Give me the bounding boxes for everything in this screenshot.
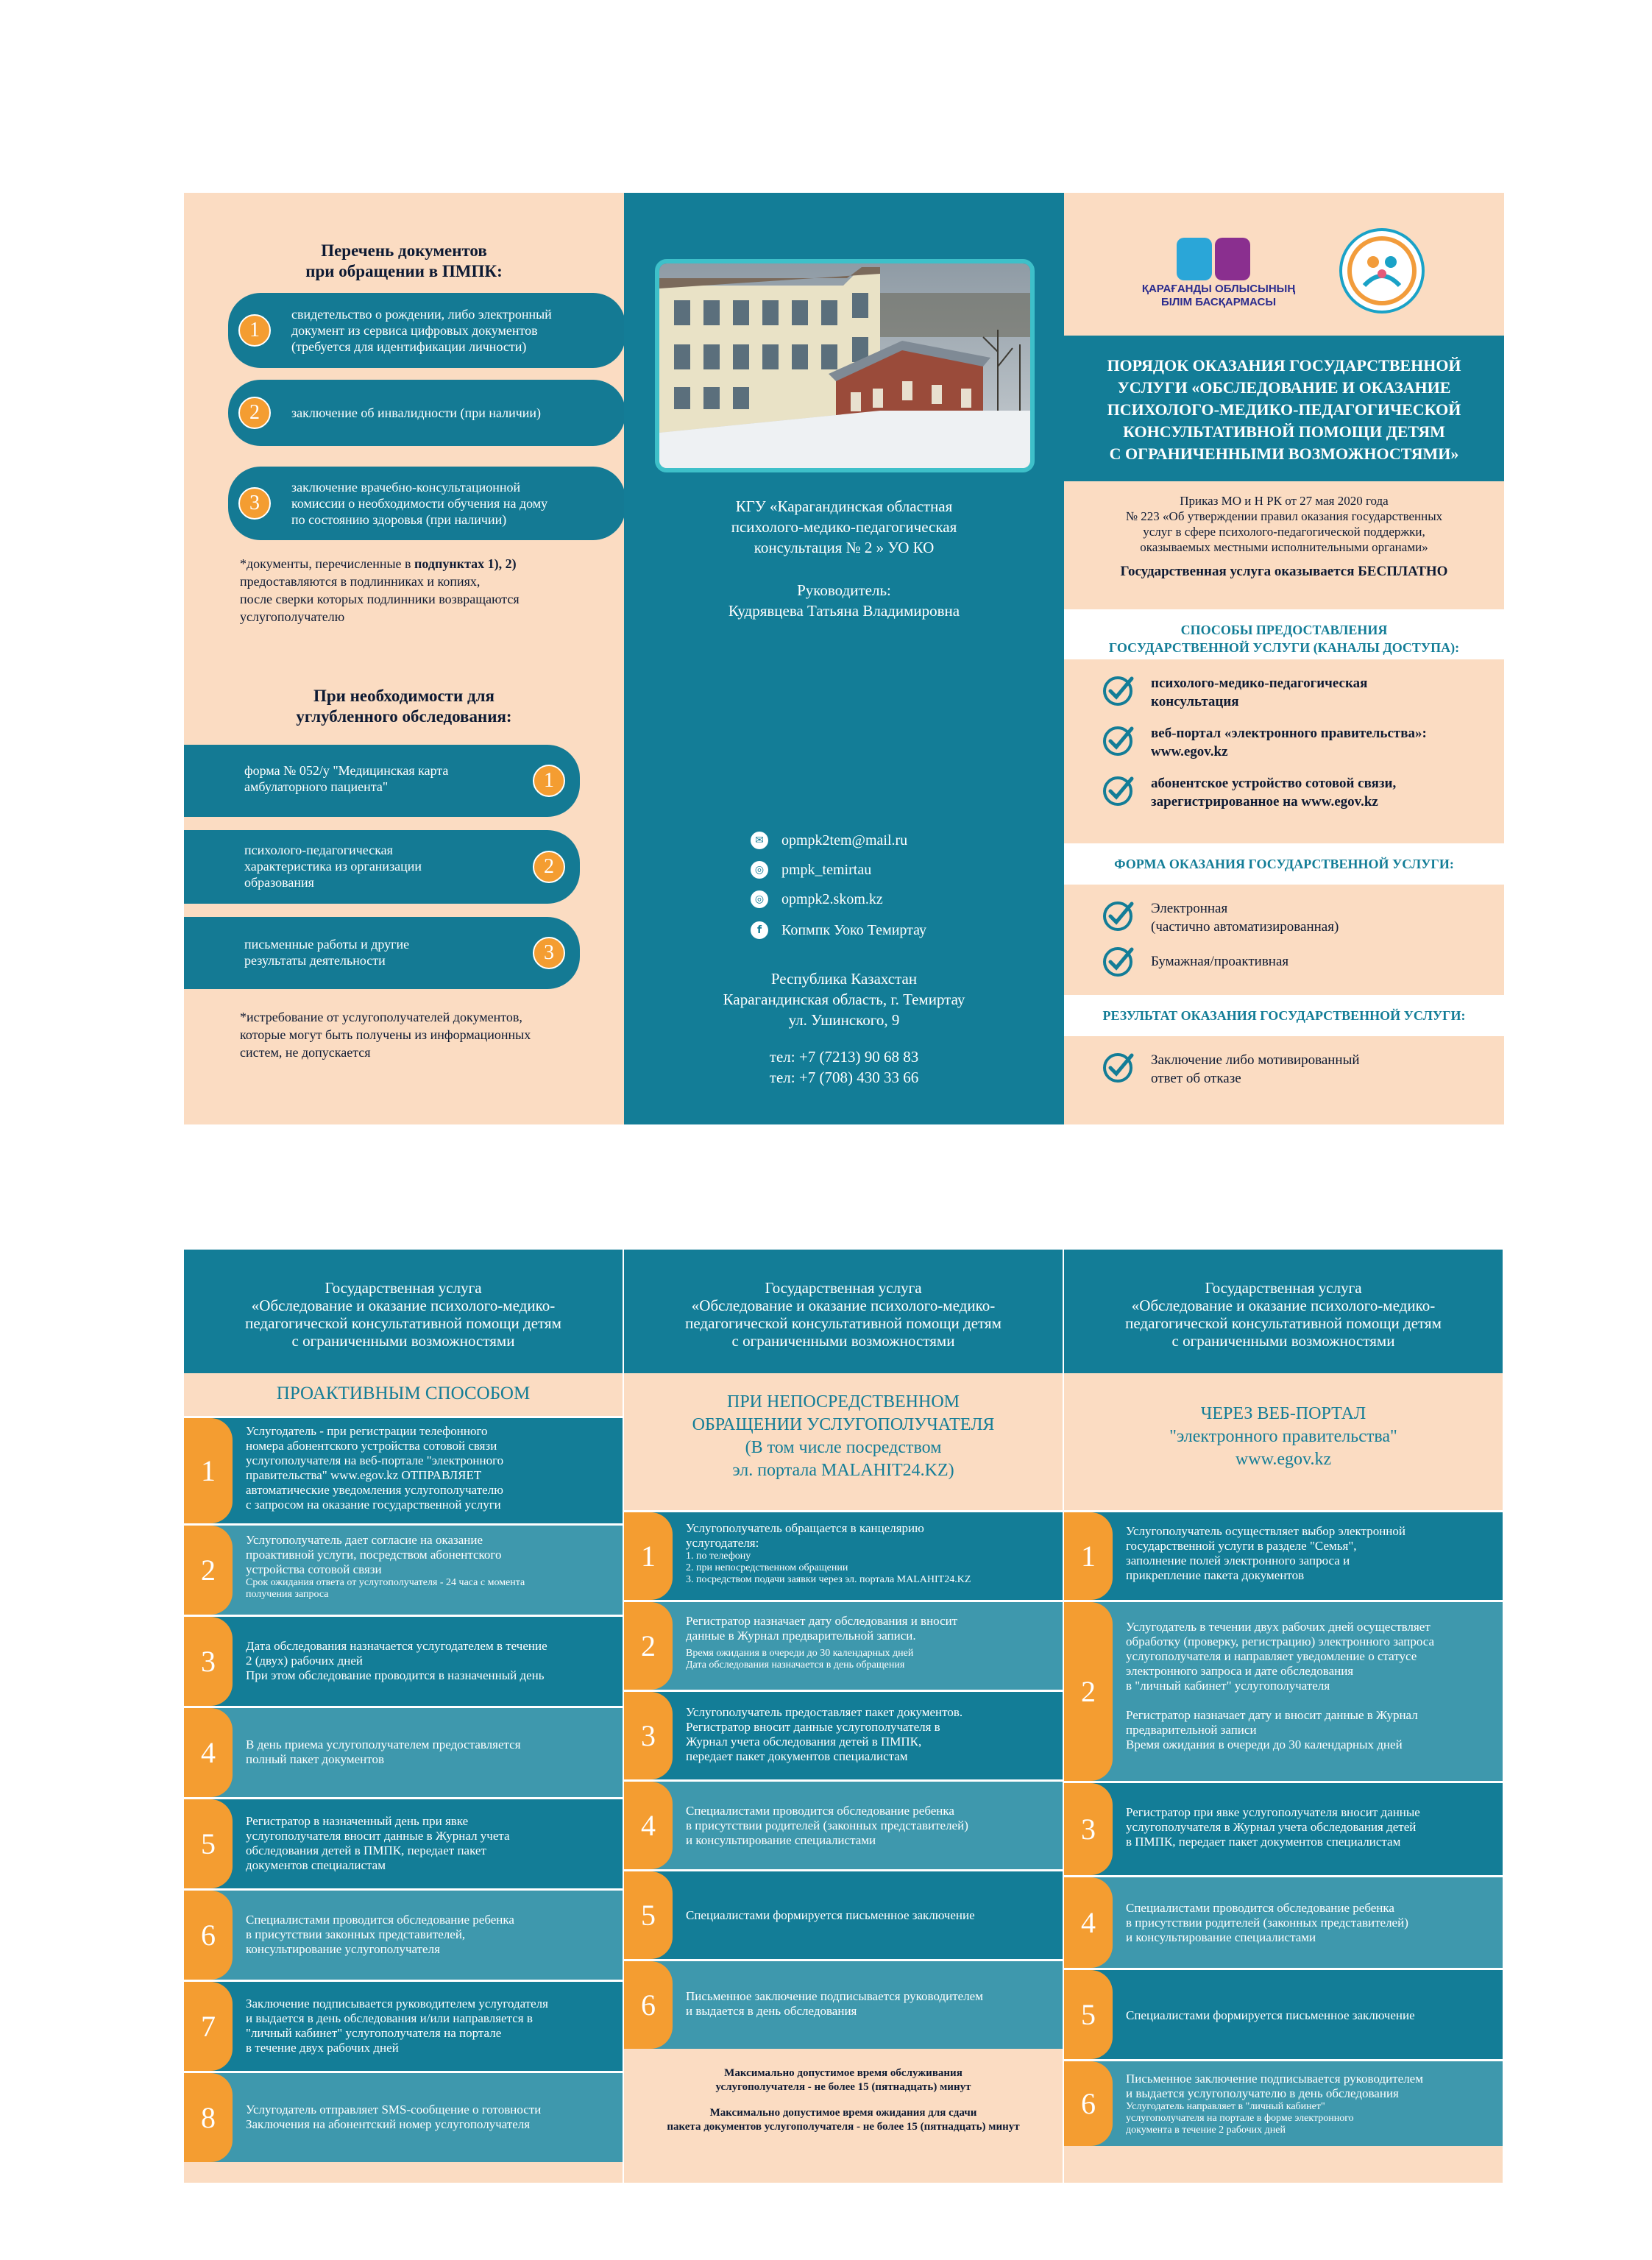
step-text	[1126, 1805, 1491, 1849]
line: "электронного правительства"	[1169, 1427, 1397, 1446]
step-text	[246, 2103, 611, 2132]
step-row	[184, 1523, 623, 1615]
step-number: 5	[1064, 1970, 1113, 2059]
line: услугополучателю	[240, 609, 345, 624]
step-row	[624, 1510, 1063, 1600]
step-text	[246, 1639, 611, 1683]
line: Республика Казахстан	[770, 970, 918, 988]
head-info	[624, 580, 1064, 621]
small-line: Дата обследования назначается в день обращения	[686, 1659, 905, 1671]
checkmark-icon	[1101, 1051, 1135, 1085]
phone[interactable]: тел: +7 (708) 430 33 66	[769, 1069, 919, 1086]
step-number: 4	[184, 1708, 233, 1797]
line: Дата обследования назначается услугодателем в течение	[246, 1639, 547, 1653]
web-icon: ◎	[751, 890, 768, 908]
line: данные в Журнал предварительной записи.	[686, 1629, 916, 1643]
contact-website[interactable]	[751, 890, 883, 908]
line: услугополучателя вносит данные в Журнал учета	[246, 1829, 510, 1843]
line: обследования детей в ПМПК, передает пакет	[246, 1843, 486, 1857]
deep-item-1	[184, 745, 580, 817]
line: и консультирование специалистами	[686, 1833, 876, 1847]
deep-item-text	[244, 936, 514, 968]
line: ул. Ушинского, 9	[788, 1011, 900, 1029]
form-item-1	[1101, 899, 1339, 936]
organization-panel	[624, 193, 1064, 1124]
line: абонентское устройство сотовой связи,	[1151, 776, 1397, 791]
line: с ограниченными возможностями	[1171, 1332, 1395, 1350]
step-number: 3	[624, 1692, 673, 1779]
line: с ограниченными возможностями	[291, 1332, 515, 1350]
line: письменные работы и другие	[244, 937, 410, 952]
step-text	[686, 1614, 1051, 1671]
line: Приказ МО и Н РК от 27 мая 2020 года	[1180, 494, 1389, 508]
line: характеристика из организации	[244, 859, 422, 874]
doc-item-text	[291, 479, 603, 528]
note-prefix: *документы, перечисленные в	[240, 556, 415, 571]
line: Специалистами формируется письменное заключение	[686, 1908, 975, 1922]
step-number: 1	[624, 1512, 673, 1600]
line: психолого-медико-педагогическая	[1151, 676, 1368, 691]
line: Регистратор в назначенный день при явке	[246, 1814, 469, 1828]
line: Заключение подписывается руководителем услугодателя	[246, 1997, 548, 2011]
instagram-icon: ◎	[751, 861, 768, 879]
line: В день приема услугополучателем предоставляется	[246, 1737, 521, 1751]
line: Регистратор при явке услугополучателя вносит данные	[1126, 1805, 1420, 1819]
line: «Обследование и оказание психолого-медико-	[1131, 1297, 1436, 1314]
column-header	[624, 1250, 1063, 1373]
contact-text[interactable]: opmpk2.skom.kz	[781, 890, 883, 907]
line: Бумажная/проактивная	[1151, 954, 1289, 969]
line: (частично автоматизированная)	[1151, 919, 1339, 935]
doc-item-text	[291, 306, 603, 355]
step-number: 1	[184, 1418, 233, 1523]
line: Государственная услуга	[1205, 1279, 1362, 1297]
line: консультирование услугополучателя	[246, 1942, 440, 1956]
line: «Обследование и оказание психолого-медико-	[691, 1297, 996, 1314]
step-text	[246, 1814, 611, 1873]
deep-item-text	[244, 842, 514, 890]
doc-item-text	[291, 405, 603, 421]
step-text	[686, 1705, 1051, 1764]
line: и выдается в день обследования и/или направляется в	[246, 2011, 533, 2025]
number-badge: 1	[238, 314, 271, 347]
line: документов специалистам	[246, 1858, 386, 1872]
step-number: 6	[624, 1961, 673, 2049]
line: Услугополучатель осуществляет выбор электронной	[1126, 1524, 1405, 1538]
line: ГОСУДАРСТВЕННОЙ УСЛУГИ (КАНАЛЫ ДОСТУПА):	[1108, 640, 1460, 655]
phones	[624, 1046, 1064, 1088]
line: ПРИ НЕПОСРЕДСТВЕННОМ	[726, 1392, 960, 1411]
line: комиссии о необходимости обучения на дому	[291, 496, 548, 511]
line: УСЛУГИ «ОБСЛЕДОВАНИЕ И ОКАЗАНИЕ	[1117, 378, 1451, 397]
small-line: получения запроса	[246, 1589, 329, 1600]
line: психолого-медико-педагогическая	[731, 518, 957, 536]
line: и выдается услугополучателю в день обследования	[1126, 2086, 1399, 2100]
step-number: 5	[624, 1871, 673, 1959]
docs-title-line: при обращении в ПМПК:	[305, 262, 503, 280]
building-photo	[655, 259, 1035, 472]
contact-text[interactable]: Копмпк Уоко Темиртау	[781, 921, 927, 938]
head-label: Руководитель:	[797, 581, 891, 599]
contact-instagram[interactable]	[751, 861, 871, 879]
number-badge: 1	[533, 765, 565, 797]
line: ПСИХОЛОГО-МЕДИКО-ПЕДАГОГИЧЕСКОЙ	[1107, 400, 1461, 419]
step-text	[1126, 1524, 1491, 1583]
line: консультация № 2 » УО КО	[754, 539, 935, 556]
line: «Обследование и оказание психолого-медико-	[251, 1297, 556, 1314]
step-number: 1	[1064, 1512, 1113, 1600]
result-text	[1151, 1051, 1360, 1088]
line: С ОГРАНИЧЕННЫМИ ВОЗМОЖНОСТЯМИ»	[1109, 444, 1459, 463]
docs-title	[184, 241, 624, 282]
line: в течение двух рабочих дней	[246, 2041, 399, 2055]
line: Регистратор назначает дату и вносит данные в Журнал	[1126, 1708, 1418, 1722]
doc-item-3	[228, 467, 625, 540]
step-row	[184, 1888, 623, 1980]
line: заключение врачебно-консультационной	[291, 480, 521, 495]
contact-facebook[interactable]	[751, 921, 926, 939]
line: Письменное заключение подписывается руководителем	[1126, 2072, 1423, 2086]
step-text	[686, 1521, 1051, 1586]
line: веб-портал «электронного правительства»:	[1151, 726, 1427, 741]
step-row	[184, 2071, 623, 2162]
line: Карагандинская область, г. Темиртау	[723, 991, 965, 1008]
line: услугополучателя на веб-портале "электронного	[246, 1453, 504, 1467]
line: консультация	[1151, 694, 1239, 709]
channel-text	[1151, 674, 1367, 711]
step-number: 4	[1064, 1877, 1113, 1968]
time-limits	[624, 2066, 1063, 2134]
line: государственной услуги в разделе "Семья",	[1126, 1539, 1357, 1553]
line: правительства" www.egov.kz ОТПРАВЛЯЕТ	[246, 1468, 482, 1482]
line: № 223 «Об утверждении правил оказания государственных	[1125, 509, 1443, 523]
step-text	[246, 1997, 611, 2055]
small-line: документа в течение 2 рабочих дней	[1126, 2125, 1286, 2136]
step-text	[1126, 1901, 1491, 1945]
small-line: 2. при непосредственном обращении	[686, 1562, 848, 1573]
line: Услугополучатель обращается в канцелярию	[686, 1521, 924, 1535]
line: услугополучателя в Журнал учета обследования детей	[1126, 1820, 1417, 1834]
step-number: 2	[1064, 1602, 1113, 1781]
channel-item-3	[1101, 774, 1396, 811]
head-name: Кудрявцева Татьяна Владимировна	[728, 602, 960, 620]
step-text	[686, 1804, 1051, 1848]
line: *истребование от услугополучателей документов,	[240, 1010, 522, 1024]
line: номера абонентского устройства сотовой связи	[246, 1439, 497, 1453]
contact-text[interactable]: pmpk_temirtau	[781, 861, 872, 878]
line: зарегистрированное на www.egov.kz	[1151, 794, 1378, 810]
small-line: Срок ожидания ответа от услугополучателя - 24 часа с момента	[246, 1577, 525, 1588]
line: заполнение полей электронного запроса и	[1126, 1554, 1350, 1568]
column-subtitle	[1064, 1403, 1503, 1471]
line: систем, не допускается	[240, 1045, 371, 1060]
checkmark-icon	[1101, 674, 1135, 708]
contact-email[interactable]	[751, 832, 907, 849]
line: www.egov.kz	[1235, 1450, 1332, 1469]
line: ПОРЯДОК ОКАЗАНИЯ ГОСУДАРСТВЕННОЙ	[1107, 356, 1461, 375]
step-row	[184, 1706, 623, 1797]
building-illustration	[659, 263, 1030, 468]
service-info-panel	[1064, 193, 1504, 1124]
form-text	[1151, 952, 1288, 971]
column-subtitle: ПРОАКТИВНЫМ СПОСОБОМ	[276, 1384, 531, 1403]
line: Специалистами проводится обследование ребенка	[686, 1804, 954, 1818]
number-badge: 2	[533, 851, 565, 883]
line: электронного запроса и дате обследования	[1126, 1664, 1354, 1678]
line: педагогической консультативной помощи детям	[685, 1314, 1002, 1332]
small-line: услугополучателя на портале в форме электронного	[1126, 2113, 1354, 2124]
form-text	[1151, 899, 1339, 936]
line: после сверки которых подлинники возвращаются	[240, 592, 520, 606]
deep-title-line: При необходимости для	[313, 687, 494, 705]
step-number: 6	[184, 1891, 233, 1980]
spacer	[624, 2094, 1063, 2106]
line: www.egov.kz	[1151, 744, 1228, 759]
note-first-line	[240, 555, 608, 573]
checkmark-icon	[1101, 774, 1135, 808]
line: ЧЕРЕЗ ВЕБ-ПОРТАЛ	[1200, 1404, 1366, 1423]
line: Специалистами проводится обследование ребенка	[246, 1913, 514, 1927]
step-row	[1064, 1600, 1503, 1781]
line: Услугодатель отправляет SMS-сообщение о готовности	[246, 2103, 542, 2116]
line: прикрепление пакета документов	[1126, 1568, 1305, 1582]
line: услугополучателя - не более 15 (пятнадцать) минут	[715, 2081, 971, 2093]
form-title: ФОРМА ОКАЗАНИЯ ГОСУДАРСТВЕННОЙ УСЛУГИ:	[1114, 857, 1454, 871]
step-number: 6	[1064, 2061, 1113, 2146]
line: 2 (двух) рабочих дней	[246, 1654, 363, 1668]
column-header	[184, 1250, 623, 1373]
line: амбулаторного пациента"	[244, 779, 389, 794]
line: Журнал учета обследования детей в ПМПК,	[686, 1735, 922, 1749]
line: Максимально допустимое время ожидания для сдачи	[709, 2107, 977, 2119]
mail-icon: ✉	[751, 832, 768, 849]
deep-title	[184, 686, 624, 727]
line: Максимально допустимое время обслуживания	[724, 2067, 963, 2079]
line: полный пакет документов	[246, 1752, 385, 1766]
step-text	[1126, 1620, 1491, 1752]
channel-item-2	[1101, 724, 1427, 761]
doc-item-2	[228, 380, 625, 446]
line: БІЛІМ БАСҚАРМАСЫ	[1160, 296, 1277, 308]
education-department-logo	[1173, 234, 1254, 286]
line: передает пакет документов специалистам	[686, 1749, 908, 1763]
form-item-2	[1101, 945, 1288, 979]
step-row	[184, 1416, 623, 1523]
line: оказываемых местными исполнительными органами»	[1140, 540, 1428, 554]
line: Время ожидания в очереди до 30 календарных дней	[1126, 1737, 1403, 1751]
documents-panel	[184, 193, 624, 1124]
line: образования	[244, 875, 314, 890]
checkmark-icon	[1101, 724, 1135, 758]
line: КОНСУЛЬТАТИВНОЙ ПОМОЩИ ДЕТЯМ	[1123, 422, 1445, 441]
channel-text	[1151, 774, 1396, 811]
line: и выдается в день обследования	[686, 2004, 857, 2018]
small-line: Время ожидания в очереди до 30 календарных дней	[686, 1648, 914, 1659]
step-text	[1126, 2072, 1491, 2136]
line: (требуется для идентификации личности)	[291, 339, 527, 354]
line: заключение об инвалидности (при наличии)	[291, 405, 542, 420]
line: проактивной услуги, посредством абонентского	[246, 1548, 502, 1562]
small-line: 1. по телефону	[686, 1551, 751, 1562]
line: услугополучателя и направляет уведомление о статусе	[1126, 1649, 1417, 1663]
line: Услугополучатель предоставляет пакет документов.	[686, 1705, 963, 1719]
note-bold: подпунктах 1), 2)	[414, 556, 517, 571]
deep-title-line: углубленного обследования:	[296, 707, 512, 726]
line: Заключения на абонентский номер услугополучателя	[246, 2117, 531, 2131]
contact-text[interactable]: opmpk2tem@mail.ru	[781, 832, 908, 849]
line: Услугодатель в течении двух рабочих дней осуществляет	[1126, 1620, 1431, 1634]
line: ответ об отказе	[1151, 1071, 1241, 1086]
order-reference	[1064, 493, 1504, 555]
line: педагогической консультативной помощи детям	[1125, 1314, 1442, 1332]
step-row	[624, 1779, 1063, 1869]
step-text	[246, 1533, 611, 1601]
channel-item-1	[1101, 674, 1367, 711]
deep-item-text	[244, 762, 514, 795]
line: психолого-педагогическая	[244, 843, 393, 857]
line: результаты деятельности	[244, 953, 386, 968]
step-number: 4	[624, 1782, 673, 1869]
step-number: 3	[1064, 1783, 1113, 1875]
line: в присутствии законных представителей,	[246, 1927, 466, 1941]
channel-text	[1151, 724, 1427, 761]
line: предварительной записи	[1126, 1723, 1257, 1737]
proactive-column	[184, 1250, 623, 2183]
step-row	[1064, 1781, 1503, 1875]
free-service-note: Государственная услуга оказывается БЕСПЛАТНО	[1120, 564, 1448, 579]
line: в присутствии родителей (законных представителей)	[1126, 1916, 1408, 1930]
line: документ из сервиса цифровых документов	[291, 323, 538, 338]
line: и консультирование специалистами	[1126, 1930, 1316, 1944]
line: (В том числе посредством	[745, 1438, 942, 1457]
step-text	[246, 1913, 611, 1957]
step-number: 5	[184, 1799, 233, 1888]
line: СПОСОБЫ ПРЕДОСТАВЛЕНИЯ	[1180, 623, 1388, 637]
line: в ПМПК, передает пакет документов специалистам	[1126, 1835, 1401, 1849]
step-number: 7	[184, 1982, 233, 2071]
logo-bar	[1064, 193, 1504, 334]
line: ҚАРАҒАНДЫ ОБЛЫСЫНЫҢ	[1141, 283, 1296, 295]
step-text	[246, 1424, 611, 1512]
spacer	[1126, 1693, 1491, 1708]
line: эл. портала MALAHIT24.KZ)	[732, 1461, 954, 1480]
line: пакета документов услугополучателя - не более 15 (пятнадцать) минут	[667, 2121, 1020, 2133]
step-number: 8	[184, 2073, 233, 2162]
brochure-title	[1064, 336, 1504, 481]
deep-note	[240, 1008, 608, 1061]
docs-title-line: Перечень документов	[321, 241, 487, 260]
line: услуг в сфере психолого-педагогической поддержки,	[1143, 525, 1425, 539]
line: Специалистами проводится обследование ребенка	[1126, 1901, 1394, 1915]
line: Письменное заключение подписывается руководителем	[686, 1989, 983, 2003]
line: педагогической консультативной помощи детям	[245, 1314, 561, 1332]
docs-note	[240, 555, 608, 626]
checkmark-icon	[1101, 899, 1135, 933]
step-text	[246, 1737, 611, 1767]
number-badge: 3	[533, 937, 565, 969]
small-line: Услугодатель направляет в "личный кабинет"	[1126, 2101, 1325, 2112]
step-number: 2	[184, 1526, 233, 1615]
checkmark-icon	[1101, 945, 1135, 979]
number-badge: 3	[238, 487, 271, 520]
step-row	[1064, 2059, 1503, 2146]
org-name	[624, 496, 1064, 558]
line: Услугодатель - при регистрации телефонного	[246, 1424, 488, 1438]
line: услугодателя:	[686, 1536, 759, 1550]
pmpk-emblem	[1338, 227, 1426, 315]
line: которые могут быть получены из информационных	[240, 1027, 531, 1042]
line: автоматические уведомления услугополучателю	[246, 1483, 503, 1497]
step-row	[624, 1959, 1063, 2049]
step-text	[686, 1989, 1051, 2019]
line: "личный кабинет" услугополучателя на портале	[246, 2026, 502, 2040]
step-text	[686, 1908, 1051, 1923]
number-badge: 2	[238, 397, 271, 429]
step-row	[624, 1600, 1063, 1690]
result-title: РЕЗУЛЬТАТ ОКАЗАНИЯ ГОСУДАРСТВЕННОЙ УСЛУГИ:	[1102, 1008, 1466, 1023]
logo-text	[1108, 283, 1329, 309]
line: При этом обследование проводится в назначенный день	[246, 1668, 545, 1682]
step-row	[1064, 1968, 1503, 2059]
direct-visit-column	[624, 1250, 1063, 2183]
line: Электронная	[1151, 901, 1228, 916]
line: по состоянию здоровья (при наличии)	[291, 512, 507, 527]
address	[624, 968, 1064, 1030]
step-row	[184, 1980, 623, 2071]
line: ОБРАЩЕНИИ УСЛУГОПОЛУЧАТЕЛЯ	[692, 1415, 995, 1434]
small-line: 3. посредством подачи заявки через эл. портала MALAHIT24.KZ	[686, 1574, 971, 1585]
line: в "личный кабинет" услугополучателя	[1126, 1679, 1330, 1693]
egov-column	[1064, 1250, 1503, 2183]
line: КГУ «Карагандинская областная	[735, 497, 953, 515]
deep-item-2	[184, 830, 580, 904]
line: форма № 052/у "Медицинская карта	[244, 763, 449, 778]
line: с запросом на оказание государственной услуги	[246, 1498, 501, 1512]
step-row	[1064, 1875, 1503, 1968]
line: свидетельство о рождении, либо электронный	[291, 307, 552, 322]
line: в присутствии родителей (законных представителей)	[686, 1818, 968, 1832]
phone[interactable]: тел: +7 (7213) 90 68 83	[769, 1048, 919, 1066]
step-row	[624, 1869, 1063, 1959]
step-row	[184, 1615, 623, 1706]
line: Регистратор вносит данные услугополучателя в	[686, 1720, 940, 1734]
doc-item-1	[228, 293, 625, 368]
deep-item-3	[184, 917, 580, 989]
result-item	[1101, 1051, 1360, 1088]
facebook-icon: f	[751, 921, 768, 939]
column-header	[1064, 1250, 1503, 1373]
step-text	[1126, 2008, 1491, 2023]
step-row	[624, 1690, 1063, 1779]
step-row	[1064, 1510, 1503, 1600]
step-number: 2	[624, 1602, 673, 1690]
step-number: 3	[184, 1617, 233, 1706]
line: Специалистами формируется письменное заключение	[1126, 2008, 1415, 2022]
step-row	[184, 1797, 623, 1888]
line: Заключение либо мотивированный	[1151, 1052, 1360, 1068]
line: обработку (проверку, регистрацию) электронного запроса	[1126, 1634, 1435, 1648]
line: предоставляются в подлинниках и копиях,	[240, 574, 481, 589]
line: устройства сотовой связи	[246, 1562, 382, 1576]
line: Услугополучатель дает согласие на оказание	[246, 1533, 483, 1547]
line: Регистратор назначает дату обследования и вносит	[686, 1614, 958, 1628]
line: Государственная услуга	[765, 1279, 922, 1297]
channels-title	[1064, 621, 1504, 656]
column-subtitle	[624, 1391, 1063, 1482]
line: с ограниченными возможностями	[731, 1332, 955, 1350]
line: Государственная услуга	[325, 1279, 482, 1297]
